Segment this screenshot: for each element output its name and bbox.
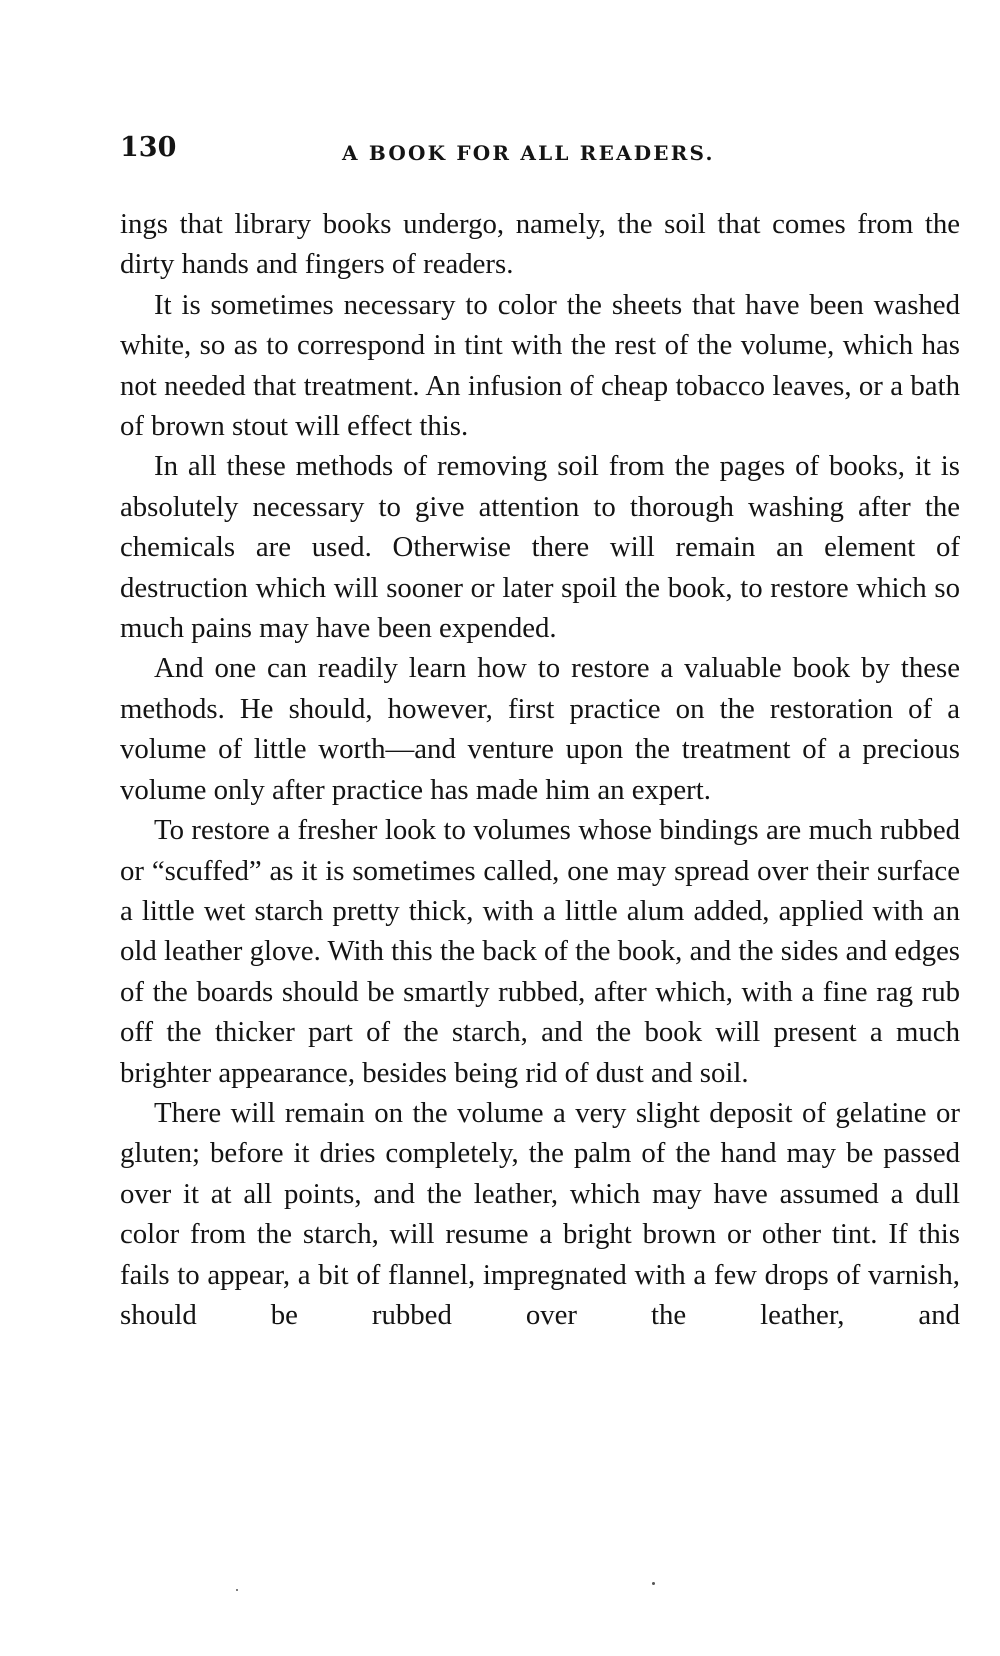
paragraph-starch: To restore a fresher look to volumes whose bindings are much rubbed or “scuffed” as it is sometimes called, one may spread over their surface a little wet starch pretty thick, with a little alum added, applied with an old leather glove. With this the back of the book, and the sides and edges of the boards should be smartly rubbed, after which, with a fine rag rub off the thicker part of the starch, and the book will present a much brighter appearance, besides being rid of dust and soil. [120, 814, 960, 1089]
paper-speck [236, 1589, 238, 1591]
paragraph-continued: ings that library books undergo, namely, the soil that comes from the dirty hands and fingers of readers. [120, 208, 960, 281]
running-head: A BOOK FOR ALL READERS. [342, 141, 715, 165]
paragraph-washing: In all these methods of removing soil from the pages of books, it is absolutely necessary to give attention to thorough washing after the chemicals are used. Otherwise there will remain an element of destruction which will sooner or later spoil the book, to restore which so much pains may have been expended. [120, 450, 960, 645]
paragraph-practice: And one can readily learn how to restore a valuable book by these methods. He should, however, first practice on the restoration of a volume of little worth—and venture upon the treatment of a precious volume only after practice has made him an expert. [120, 652, 960, 806]
body-text [120, 204, 960, 1335]
paragraph-gelatine: There will remain on the volume a very slight deposit of gelatine or gluten; before it dries completely, the palm of the hand may be passed over it at all points, and the leather, which may have assumed a dull color from the starch, will resume a bright brown or other tint. If this fails to appear, a bit of flannel, impregnated with a few drops of varnish, should be rubbed over the leather, and [120, 1096, 960, 1331]
page-header [120, 132, 960, 172]
page-number: 130 [120, 132, 177, 163]
paper-speck [652, 1582, 655, 1585]
paragraph-coloring-sheets: It is sometimes necessary to color the sheets that have been washed white, so as to correspond in tint with the rest of the volume, which has not needed that treatment. An infusion of cheap tobacco leaves, or a bath of brown stout will effect this. [120, 288, 960, 443]
